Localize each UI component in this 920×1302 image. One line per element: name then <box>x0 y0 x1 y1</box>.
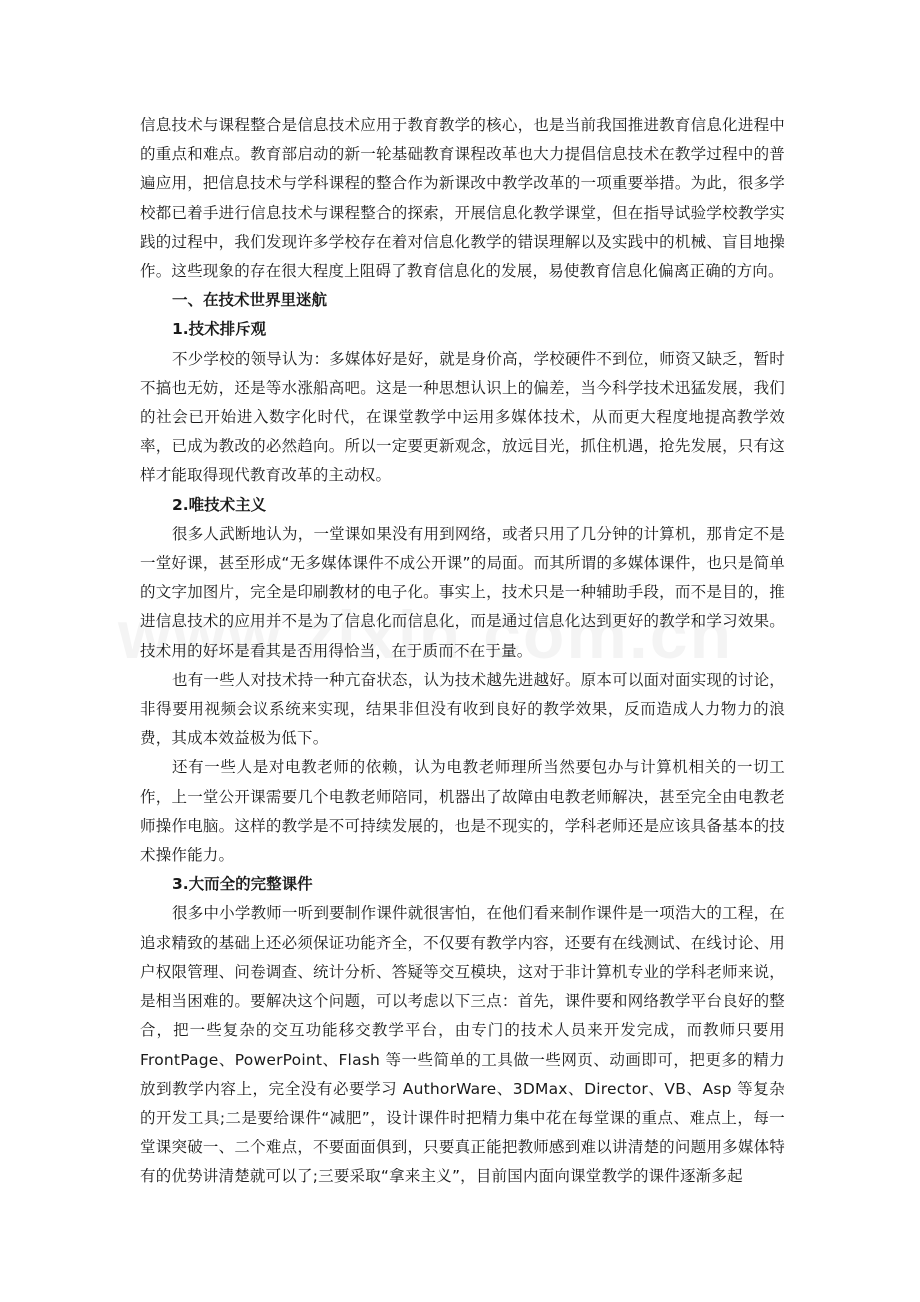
paragraph: 还有一些人是对电教老师的依赖，认为电教老师理所当然要包办与计算机相关的一切工作，上一堂公开课需要几个电教老师陪同，机器出了故障由电教老师解决，甚至完全由电教老师操作电脑。这样的教学是不可持续发展的，也是不现实的，学科老师还是应该具备基本的技术操作能力。 <box>140 758 785 865</box>
paragraph: 不少学校的领导认为：多媒体好是好，就是身价高，学校硬件不到位，师资又缺乏，暂时不搞也无妨，还是等水涨船高吧。这是一种思想认识上的偏差，当今科学技术迅猛发展，我们的社会已开始进入数字化时代，在课堂教学中运用多媒体技术，从而更大程度地提高教学效率，已成为教改的必然趋向。所以一定要更新观念，放远目光，抓住机遇，抢先发展，只有这样才能取得现代教育改革的主动权。 <box>140 349 785 485</box>
document-body <box>140 111 785 1192</box>
subsection-heading-3: 3.大而全的完整课件 <box>172 875 313 894</box>
paragraph: 很多中小学教师一听到要制作课件就很害怕，在他们看来制作课件是一项浩大的工程，在追求精致的基础上还必须保证功能齐全，不仅要有教学内容，还要有在线测试、在线讨论、用户权限管理、问卷调查、统计分析、答疑等交互模块，这对于非计算机专业的学科老师来说，是相当困难的。要解决这个问题，可以考虑以下三点：首先，课件要和网络教学平台良好的整合，把一些复杂的交互功能移交教学平台，由专门的技术人员来开发完成，而教师只要用 FrontPage、PowerPoint、Flash 等一些简单的工具做一些网页、动画即可，把更多的精力放到教学内容上，完全没有必要学习 AuthorWare、3DMax、Director、VB、Asp 等复杂的开发工具;二是要给课件“减肥”，设计课件时把精力集中花在每堂课的重点、难点上，每一堂课突破一、二个难点，不要面面俱到，只要真正能把教师感到难以讲清楚的问题用多媒体特有的优势讲清楚就可以了;三要采取“拿来主义”，目前国内面向课堂教学的课件逐渐多起 <box>140 904 785 1186</box>
paragraph: 也有一些人对技术持一种亢奋状态，认为技术越先进越好。原本可以面对面实现的讨论，非得要用视频会议系统来实现，结果非但没有收到良好的教学效果，反而造成人力物力的浪费，其成本效益极为低下。 <box>140 670 785 748</box>
intro-paragraph: 信息技术与课程整合是信息技术应用于教育教学的核心，也是当前我国推进教育信息化进程中的重点和难点。教育部启动的新一轮基础教育课程改革也大力提倡信息技术在教学过程中的普遍应用，把信息技术与学科课程的整合作为新课改中教学改革的一项重要举措。为此，很多学校都已着手进行信息技术与课程整合的探索，开展信息化教学课堂，但在指导试验学校教学实践的过程中，我们发现许多学校存在着对信息化教学的错误理解以及实践中的机械、盲目地操作。这些现象的存在很大程度上阻碍了教育信息化的发展，易使教育信息化偏离正确的方向。 <box>140 116 785 281</box>
subsection-heading-1: 1.技术排斥观 <box>172 320 267 339</box>
paragraph: 很多人武断地认为，一堂课如果没有用到网络，或者只用了几分钟的计算机，那肯定不是一堂好课，甚至形成“无多媒体课件不成公开课”的局面。而其所谓的多媒体课件，也只是简单的文字加图片，完全是印刷教材的电子化。事实上，技术只是一种辅助手段，而不是目的，推进信息技术的应用并不是为了信息化而信息化，而是通过信息化达到更好的教学和学习效果。技术用的好坏是看其是否用得恰当，在于质而不在于量。 <box>140 524 785 660</box>
section-heading: 一、在技术世界里迷航 <box>172 291 328 310</box>
subsection-heading-2: 2.唯技术主义 <box>172 495 267 514</box>
